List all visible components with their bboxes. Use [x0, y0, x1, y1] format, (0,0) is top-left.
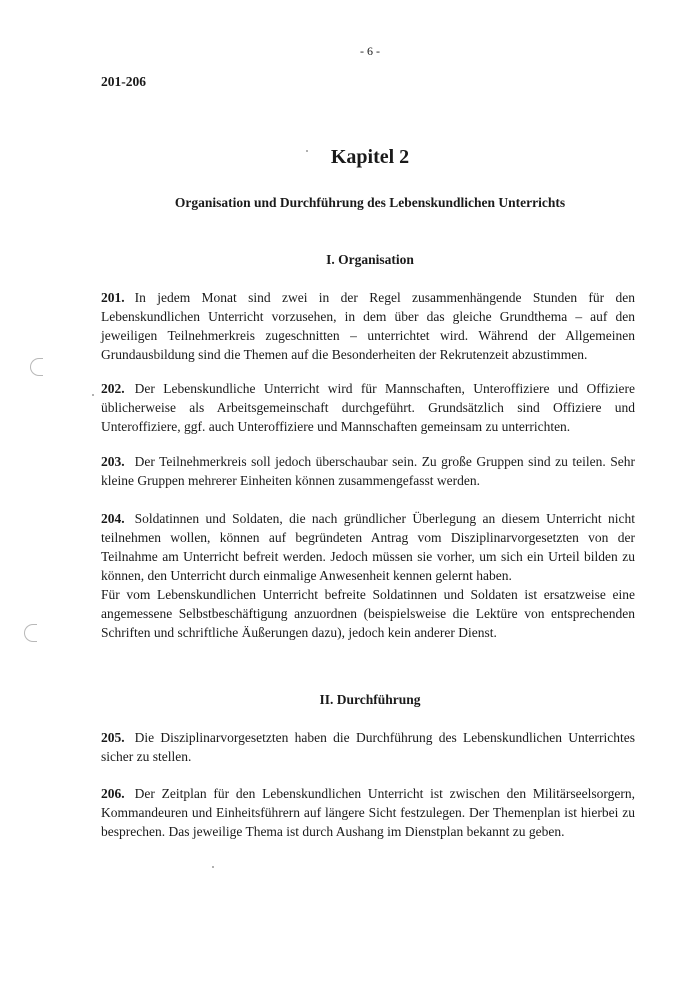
paragraph-205	[101, 728, 635, 766]
page-number: - 6 -	[360, 44, 380, 58]
scan-speck	[92, 394, 94, 396]
scan-speck	[306, 150, 308, 152]
paragraph-range: 201-206	[101, 74, 146, 89]
paragraph-number: 202.	[101, 381, 125, 396]
paragraph-203	[101, 452, 635, 490]
paragraph-201	[101, 288, 635, 364]
paragraph-204	[101, 509, 635, 642]
paragraph-text: Soldatinnen und Soldaten, die nach gründlicher Überlegung an diesem Unterricht nicht teilnehmen wollen, können auf begründeten Antrag vom Disziplinarvorgesetzten von der Teilnahme am Unterricht befreit werden. Jedoch müssen sie vorher, um sich ein Urteil bilden zu können, den Unterricht durch einmalige Anwesenheit kennen gelernt haben.	[101, 511, 635, 583]
paragraph-number: 201.	[101, 290, 125, 305]
paragraph-number: 206.	[101, 786, 125, 801]
chapter-subtitle: Organisation und Durchführung des Lebenskundlichen Unterrichts	[174, 195, 566, 210]
scan-speck	[212, 866, 214, 868]
punch-hole-mark	[30, 358, 43, 376]
paragraph-number: 205.	[101, 730, 125, 745]
paragraph-text: Der Teilnehmerkreis soll jedoch überschaubar sein. Zu große Gruppen sind zu teilen. Sehr kleine Gruppen mehrerer Einheiten können zusammengefasst werden.	[101, 454, 635, 488]
punch-hole-mark	[24, 624, 37, 642]
paragraph-202	[101, 379, 635, 436]
paragraph-text: Der Zeitplan für den Lebenskundlichen Unterricht ist zwischen den Militärseelsorgern, Kommandeuren und Einheitsführern auf längere Sicht festzulegen. Der Themenplan ist hierbei zu besprechen. Das jeweilige Thema ist durch Aushang im Dienstplan bekannt zu geben.	[101, 786, 635, 839]
chapter-title: Kapitel 2	[330, 146, 410, 168]
paragraph-continuation: Für vom Lebenskundlichen Unterricht befreite Soldatinnen und Soldaten ist ersatzweise eine angemessene Selbstbeschäftigung anzuordnen (beispielsweise die Lektüre von entsprechenden Schriften und schriftliche Äußerungen dazu), jedoch kein anderer Dienst.	[101, 587, 635, 640]
paragraph-text: Der Lebenskundliche Unterricht wird für Mannschaften, Unteroffiziere und Offiziere üblicherweise als Arbeitsgemeinschaft durchgeführt. Grundsätzlich sind Offiziere und Unteroffiziere, ggf. auch Unteroffiziere und Mannschaften gemeinsam zu unterrichten.	[101, 381, 635, 434]
paragraph-206	[101, 784, 635, 841]
section-title-durchfuehrung: II. Durchführung	[319, 692, 421, 707]
paragraph-number: 203.	[101, 454, 125, 469]
section-title-organisation: I. Organisation	[326, 252, 414, 267]
paragraph-number: 204.	[101, 511, 125, 526]
paragraph-text: Die Disziplinarvorgesetzten haben die Durchführung des Lebenskundlichen Unterrichtes sicher zu stellen.	[101, 730, 635, 764]
paragraph-text: In jedem Monat sind zwei in der Regel zusammenhängende Stunden für den Lebenskundlichen Unterricht vorzusehen, in dem über das gleiche Grundthema – auf den jeweiligen Teilnehmerkreis zugeschnitten – unterrichtet wird. Während der Allgemeinen Grundausbildung sind die Themen auf die Besonderheiten der Rekrutenzeit abzustimmen.	[101, 290, 635, 362]
